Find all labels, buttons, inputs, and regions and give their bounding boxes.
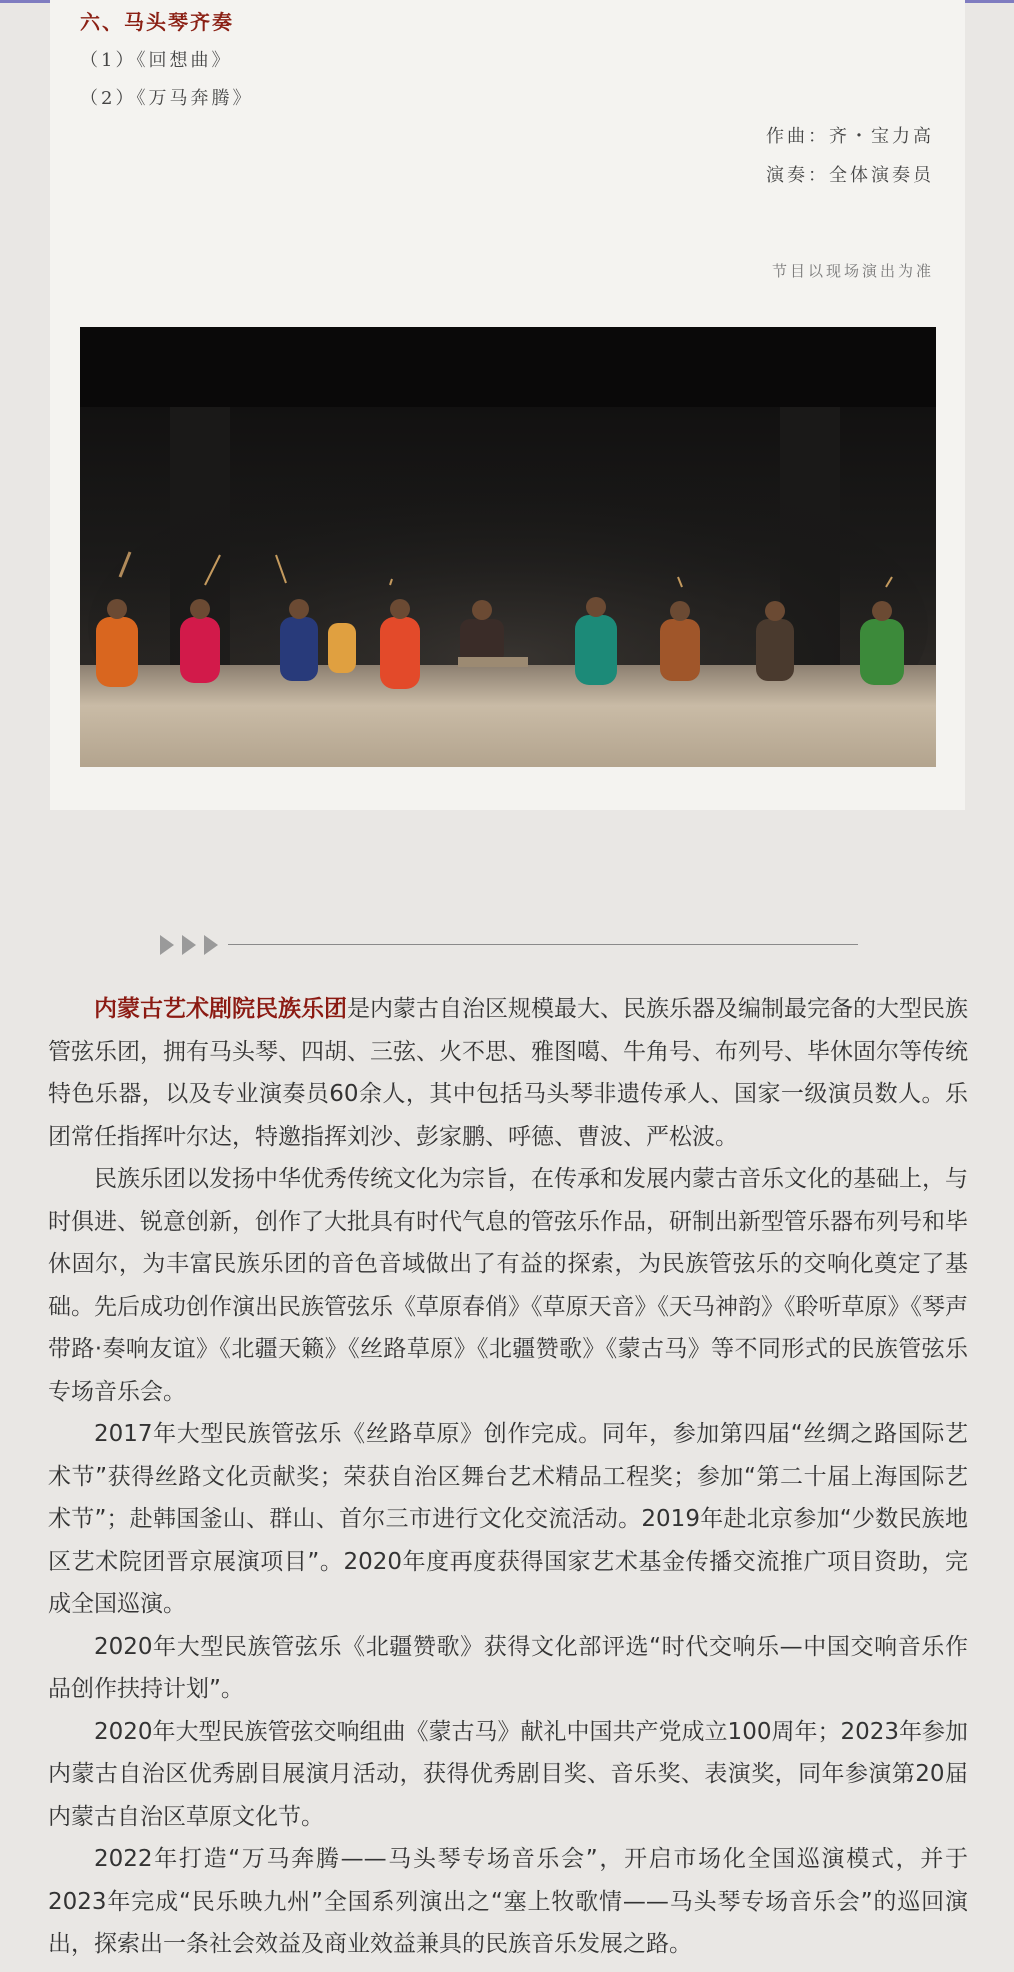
program-piece-2: （2）《万马奔腾》 <box>80 88 254 109</box>
section-divider <box>160 930 860 960</box>
triangle-icon <box>160 935 174 955</box>
triangle-icon <box>204 935 218 955</box>
paragraph-1 <box>48 988 968 1158</box>
performer-credit: 演奏：全体演奏员 <box>766 165 934 186</box>
divider-line <box>228 944 858 945</box>
paragraph-1-text: 是内蒙古自治区规模最大、民族乐器及编制最完备的大型民族管弦乐团，拥有马头琴、四胡、三弦、火不思、雅图噶、牛角号、布列号、毕休固尔等传统特色乐器，以及专业演奏员60余人，其中包括马头琴非遗传承人、国家一级演员数人。乐团常任指挥叶尔达，特邀指挥刘沙、彭家鹏、呼德、曹波、严松波。 <box>48 996 968 1150</box>
paragraph-4: 2020年大型民族管弦乐《北疆赞歌》获得文化部评选“时代交响乐—中国交响音乐作品创作扶持计划”。 <box>48 1633 968 1702</box>
performance-photo <box>80 327 936 767</box>
program-note: 节目以现场演出为准 <box>771 262 934 280</box>
paragraph-5: 2020年大型民族管弦交响组曲《蒙古马》献礼中国共产党成立100周年；2023年参加内蒙古自治区优秀剧目展演月活动，获得优秀剧目奖、音乐奖、表演奖，同年参演第20届内蒙古自治区草原文化节。 <box>48 1718 968 1830</box>
paragraph-3: 2017年大型民族管弦乐《丝路草原》创作完成。同年，参加第四届“丝绸之路国际艺术节”获得丝路文化贡献奖；荣获自治区舞台艺术精品工程奖；参加“第二十届上海国际艺术节”；赴韩国釜山、群山、首尔三市进行文化交流活动。2019年赴北京参加“少数民族地区艺术院团晋京展演项目”。2020年度再度获得国家艺术基金传播交流推广项目资助，完成全国巡演。 <box>48 1421 968 1617</box>
composer-credit: 作曲：齐・宝力高 <box>766 126 934 147</box>
program-piece-1: （1）《回想曲》 <box>80 50 233 71</box>
triangle-icon <box>182 935 196 955</box>
orchestra-name: 内蒙古艺术剧院民族乐团 <box>94 996 347 1022</box>
program-title: 六、马头琴齐奏 <box>80 10 234 34</box>
paragraph-2: 民族乐团以发扬中华优秀传统文化为宗旨，在传承和发展内蒙古音乐文化的基础上，与时俱进、锐意创新，创作了大批具有时代气息的管弦乐作品，研制出新型管乐器布列号和毕休固尔，为丰富民族乐团的音色音域做出了有益的探索，为民族管弦乐的交响化奠定了基础。先后成功创作演出民族管弦乐《草原春俏》《草原天音》《天马神韵》《聆听草原》《琴声带路·奏响友谊》《北疆天籁》《丝路草原》《北疆赞歌》《蒙古马》等不同形式的民族管弦乐专场音乐会。 <box>48 1166 968 1405</box>
orchestra-introduction <box>48 988 968 1966</box>
paragraph-6: 2022年打造“万马奔腾——马头琴专场音乐会”，开启市场化全国巡演模式，并于2023年完成“民乐映九州”全国系列演出之“塞上牧歌情——马头琴专场音乐会”的巡回演出，探索出一条社会效益及商业效益兼具的民族音乐发展之路。 <box>48 1846 968 1957</box>
